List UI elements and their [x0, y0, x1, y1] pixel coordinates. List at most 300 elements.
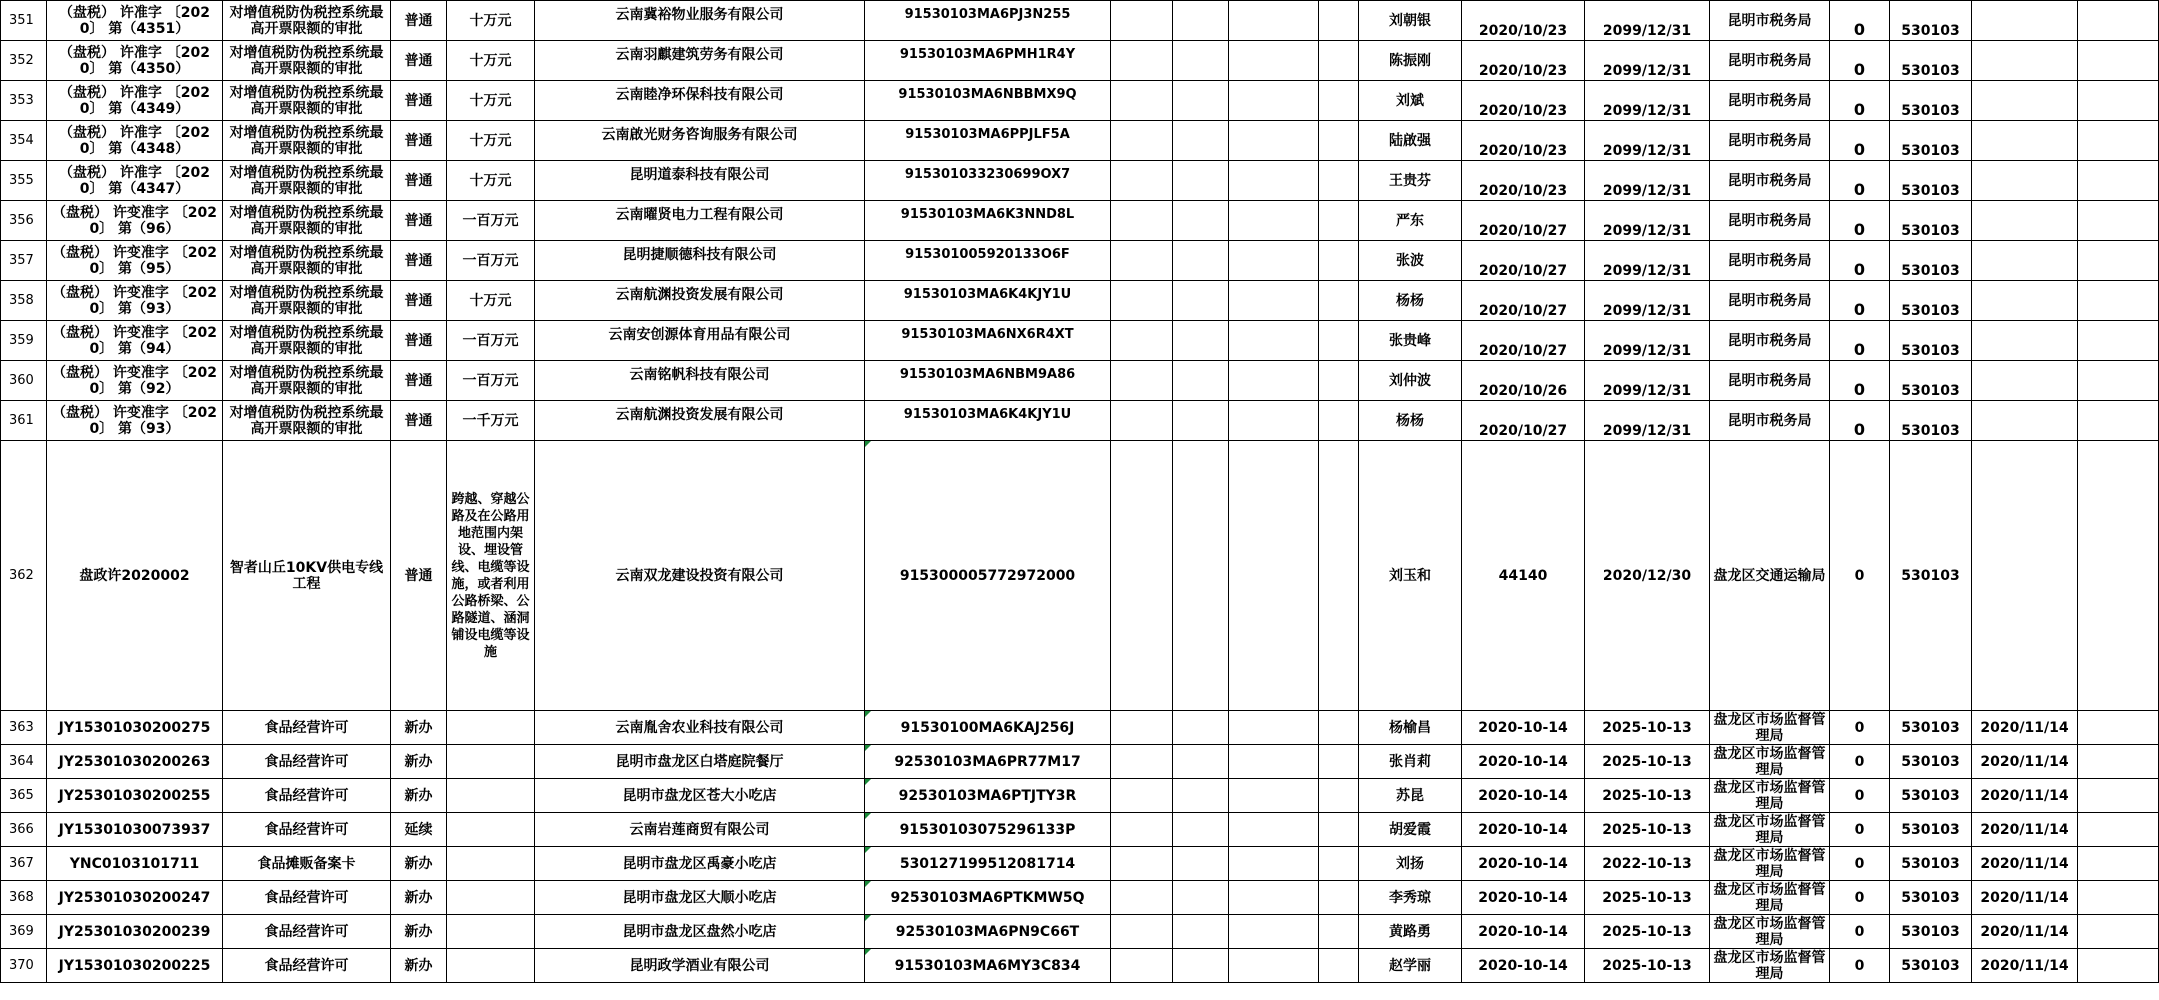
credit-code: 91530103MA6K4KJY1U: [865, 401, 1111, 441]
table-row: [1, 847, 2159, 881]
valid-from-date: 2020-10-14: [1462, 949, 1585, 983]
applicant-name: 云南航渊投资发展有限公司: [535, 281, 865, 321]
permit-document-number: （盘税） 许准字 〔2020〕 第（4351）: [47, 1, 223, 41]
publish-date: [1972, 81, 2078, 121]
permit-item-name: 对增值税防伪税控系统最高开票限额的审批: [223, 401, 391, 441]
table-row: [1, 441, 2159, 711]
legal-representative: 刘朝银: [1359, 1, 1462, 41]
applicant-name: 云南铭帆科技有限公司: [535, 361, 865, 401]
blank-cell: [1229, 779, 1319, 813]
applicant-name: 昆明市盘龙区禹豪小吃店: [535, 847, 865, 881]
table-row: [1, 779, 2159, 813]
row-index: 367: [1, 847, 47, 881]
permit-content: 十万元: [447, 161, 535, 201]
approval-category: 新办: [391, 847, 447, 881]
table-row: [1, 361, 2159, 401]
row-index: 366: [1, 813, 47, 847]
issuing-authority: 盘龙区市场监督管理局: [1710, 881, 1830, 915]
blank-cell: [1229, 847, 1319, 881]
permit-content: 一百万元: [447, 241, 535, 281]
publish-date: 2020/11/14: [1972, 711, 2078, 745]
area-code: 530103: [1890, 241, 1972, 281]
applicant-name: 云南岩莲商贸有限公司: [535, 813, 865, 847]
blank-cell: [1111, 711, 1173, 745]
table-body: [1, 1, 2159, 983]
credit-code: 92530103MA6PTJTY3R: [865, 779, 1111, 813]
permit-item-name: 食品经营许可: [223, 779, 391, 813]
credit-code: 530127199512081714: [865, 847, 1111, 881]
blank-cell: [1319, 441, 1359, 711]
approval-category: 新办: [391, 881, 447, 915]
credit-code: 91530100MA6KAJ256J: [865, 711, 1111, 745]
area-code: 530103: [1890, 1, 1972, 41]
blank-cell: [1111, 161, 1173, 201]
permit-content: [447, 847, 535, 881]
permit-document-number: JY25301030200239: [47, 915, 223, 949]
count-value: 0: [1830, 441, 1890, 711]
permit-content: 一百万元: [447, 321, 535, 361]
permit-item-name: 食品经营许可: [223, 881, 391, 915]
blank-cell: [1173, 361, 1229, 401]
publish-date: [1972, 201, 2078, 241]
area-code: 530103: [1890, 201, 1972, 241]
credit-code: 92530103MA6PN9C66T: [865, 915, 1111, 949]
blank-cell: [1173, 881, 1229, 915]
permit-content: [447, 813, 535, 847]
blank-cell: [1319, 81, 1359, 121]
blank-cell: [2078, 161, 2159, 201]
publish-date: [1972, 401, 2078, 441]
applicant-name: 云南双龙建设投资有限公司: [535, 441, 865, 711]
legal-representative: 刘扬: [1359, 847, 1462, 881]
permit-item-name: 食品摊贩备案卡: [223, 847, 391, 881]
approval-category: 普通: [391, 321, 447, 361]
blank-cell: [1229, 881, 1319, 915]
blank-cell: [2078, 847, 2159, 881]
area-code: 530103: [1890, 121, 1972, 161]
blank-cell: [1173, 779, 1229, 813]
approval-category: 普通: [391, 441, 447, 711]
area-code: 530103: [1890, 161, 1972, 201]
permit-document-number: JY15301030200275: [47, 711, 223, 745]
row-index: 369: [1, 915, 47, 949]
applicant-name: 云南啟光财务咨询服务有限公司: [535, 121, 865, 161]
blank-cell: [1229, 281, 1319, 321]
blank-cell: [1229, 361, 1319, 401]
blank-cell: [1111, 1, 1173, 41]
blank-cell: [1319, 121, 1359, 161]
valid-from-date: 2020/10/23: [1462, 161, 1585, 201]
approval-category: 新办: [391, 711, 447, 745]
blank-cell: [1173, 201, 1229, 241]
blank-cell: [1229, 401, 1319, 441]
issuing-authority: 昆明市税务局: [1710, 281, 1830, 321]
issuing-authority: 盘龙区市场监督管理局: [1710, 949, 1830, 983]
approval-category: 新办: [391, 779, 447, 813]
credit-code: 91530103MA6PPJLF5A: [865, 121, 1111, 161]
valid-to-date: 2025-10-13: [1585, 949, 1710, 983]
blank-cell: [1229, 321, 1319, 361]
applicant-name: 云南安创源体育用品有限公司: [535, 321, 865, 361]
blank-cell: [1173, 321, 1229, 361]
blank-cell: [2078, 321, 2159, 361]
area-code: 530103: [1890, 81, 1972, 121]
table-row: [1, 81, 2159, 121]
blank-cell: [1111, 81, 1173, 121]
legal-representative: 刘仲波: [1359, 361, 1462, 401]
approval-category: 普通: [391, 121, 447, 161]
issuing-authority: 昆明市税务局: [1710, 1, 1830, 41]
table-row: [1, 949, 2159, 983]
blank-cell: [1173, 401, 1229, 441]
permit-content: 一百万元: [447, 201, 535, 241]
issuing-authority: 昆明市税务局: [1710, 241, 1830, 281]
row-index: 354: [1, 121, 47, 161]
issuing-authority: 昆明市税务局: [1710, 401, 1830, 441]
blank-cell: [1111, 847, 1173, 881]
blank-cell: [1319, 711, 1359, 745]
publish-date: 2020/11/14: [1972, 779, 2078, 813]
blank-cell: [1111, 201, 1173, 241]
credit-code: 91530103MA6NBM9A86: [865, 361, 1111, 401]
valid-to-date: 2020/12/30: [1585, 441, 1710, 711]
permit-item-name: 对增值税防伪税控系统最高开票限额的审批: [223, 81, 391, 121]
row-index: 352: [1, 41, 47, 81]
row-index: 357: [1, 241, 47, 281]
blank-cell: [2078, 779, 2159, 813]
blank-cell: [1229, 915, 1319, 949]
permit-item-name: 对增值税防伪税控系统最高开票限额的审批: [223, 201, 391, 241]
permit-content: [447, 779, 535, 813]
blank-cell: [1229, 201, 1319, 241]
row-index: 356: [1, 201, 47, 241]
permit-item-name: 对增值税防伪税控系统最高开票限额的审批: [223, 241, 391, 281]
valid-from-date: 2020-10-14: [1462, 915, 1585, 949]
valid-from-date: 2020/10/27: [1462, 281, 1585, 321]
permit-item-name: 对增值税防伪税控系统最高开票限额的审批: [223, 1, 391, 41]
blank-cell: [1111, 441, 1173, 711]
area-code: 530103: [1890, 745, 1972, 779]
applicant-name: 云南羽麒建筑劳务有限公司: [535, 41, 865, 81]
blank-cell: [1319, 401, 1359, 441]
permit-content: 十万元: [447, 1, 535, 41]
blank-cell: [1173, 241, 1229, 281]
permit-document-number: （盘税） 许变准字 〔2020〕 第（95）: [47, 241, 223, 281]
area-code: 530103: [1890, 281, 1972, 321]
credit-code: 91530103MA6PJ3N255: [865, 1, 1111, 41]
area-code: 530103: [1890, 915, 1972, 949]
count-value: 0: [1830, 949, 1890, 983]
publish-date: [1972, 1, 2078, 41]
table-row: [1, 881, 2159, 915]
count-value: 0: [1830, 321, 1890, 361]
blank-cell: [1229, 1, 1319, 41]
legal-representative: 张波: [1359, 241, 1462, 281]
valid-to-date: 2025-10-13: [1585, 711, 1710, 745]
table-row: [1, 813, 2159, 847]
legal-representative: 黄路勇: [1359, 915, 1462, 949]
row-index: 359: [1, 321, 47, 361]
credit-code: 91530103MA6K3NND8L: [865, 201, 1111, 241]
valid-to-date: 2025-10-13: [1585, 813, 1710, 847]
permit-document-number: （盘税） 许准字 〔2020〕 第（4349）: [47, 81, 223, 121]
issuing-authority: 盘龙区市场监督管理局: [1710, 711, 1830, 745]
blank-cell: [2078, 281, 2159, 321]
valid-from-date: 2020/10/26: [1462, 361, 1585, 401]
approval-category: 普通: [391, 41, 447, 81]
issuing-authority: 盘龙区市场监督管理局: [1710, 847, 1830, 881]
area-code: 530103: [1890, 949, 1972, 983]
blank-cell: [1319, 779, 1359, 813]
blank-cell: [1229, 745, 1319, 779]
legal-representative: 胡爱霞: [1359, 813, 1462, 847]
blank-cell: [1173, 847, 1229, 881]
blank-cell: [2078, 915, 2159, 949]
blank-cell: [1319, 1, 1359, 41]
blank-cell: [1111, 41, 1173, 81]
valid-to-date: 2099/12/31: [1585, 161, 1710, 201]
count-value: 0: [1830, 915, 1890, 949]
blank-cell: [1319, 161, 1359, 201]
legal-representative: 苏昆: [1359, 779, 1462, 813]
row-index: 358: [1, 281, 47, 321]
blank-cell: [1111, 361, 1173, 401]
blank-cell: [1173, 1, 1229, 41]
valid-to-date: 2099/12/31: [1585, 121, 1710, 161]
permit-item-name: 对增值税防伪税控系统最高开票限额的审批: [223, 361, 391, 401]
blank-cell: [2078, 711, 2159, 745]
permit-item-name: 食品经营许可: [223, 915, 391, 949]
credit-code: 91530103MA6MY3C834: [865, 949, 1111, 983]
valid-to-date: 2099/12/31: [1585, 81, 1710, 121]
area-code: 530103: [1890, 813, 1972, 847]
blank-cell: [1111, 241, 1173, 281]
blank-cell: [1319, 201, 1359, 241]
valid-to-date: 2099/12/31: [1585, 1, 1710, 41]
blank-cell: [1111, 881, 1173, 915]
valid-to-date: 2099/12/31: [1585, 401, 1710, 441]
legal-representative: 陆啟强: [1359, 121, 1462, 161]
permit-document-number: JY25301030200247: [47, 881, 223, 915]
applicant-name: 昆明市盘龙区苍大小吃店: [535, 779, 865, 813]
blank-cell: [1229, 121, 1319, 161]
credit-code: 915300005772972000: [865, 441, 1111, 711]
permit-item-name: 对增值税防伪税控系统最高开票限额的审批: [223, 281, 391, 321]
valid-from-date: 2020/10/27: [1462, 241, 1585, 281]
table-row: [1, 711, 2159, 745]
valid-from-date: 2020/10/23: [1462, 1, 1585, 41]
count-value: 0: [1830, 161, 1890, 201]
blank-cell: [1173, 813, 1229, 847]
credit-code: 915301033230699OX7: [865, 161, 1111, 201]
table-row: [1, 281, 2159, 321]
blank-cell: [2078, 41, 2159, 81]
publish-date: 2020/11/14: [1972, 915, 2078, 949]
table-row: [1, 41, 2159, 81]
publish-date: [1972, 41, 2078, 81]
approval-category: 普通: [391, 241, 447, 281]
valid-from-date: 2020-10-14: [1462, 881, 1585, 915]
permit-item-name: 食品经营许可: [223, 949, 391, 983]
blank-cell: [2078, 949, 2159, 983]
credit-code: 915301005920133O6F: [865, 241, 1111, 281]
permit-item-name: 智者山丘10KV供电专线工程: [223, 441, 391, 711]
legal-representative: 严东: [1359, 201, 1462, 241]
publish-date: [1972, 161, 2078, 201]
blank-cell: [2078, 201, 2159, 241]
blank-cell: [1173, 441, 1229, 711]
permit-content: [447, 745, 535, 779]
blank-cell: [1173, 121, 1229, 161]
blank-cell: [1319, 881, 1359, 915]
publish-date: [1972, 121, 2078, 161]
valid-to-date: 2025-10-13: [1585, 915, 1710, 949]
valid-from-date: 2020/10/23: [1462, 41, 1585, 81]
count-value: 0: [1830, 361, 1890, 401]
legal-representative: 李秀琼: [1359, 881, 1462, 915]
table-row: [1, 1, 2159, 41]
applicant-name: 昆明政学酒业有限公司: [535, 949, 865, 983]
permit-item-name: 对增值税防伪税控系统最高开票限额的审批: [223, 121, 391, 161]
blank-cell: [1111, 401, 1173, 441]
permit-document-number: （盘税） 许变准字 〔2020〕 第（94）: [47, 321, 223, 361]
permit-document-number: （盘税） 许变准字 〔2020〕 第（92）: [47, 361, 223, 401]
issuing-authority: 盘龙区交通运输局: [1710, 441, 1830, 711]
count-value: 0: [1830, 121, 1890, 161]
legal-representative: 刘玉和: [1359, 441, 1462, 711]
row-index: 353: [1, 81, 47, 121]
valid-from-date: 2020-10-14: [1462, 745, 1585, 779]
permit-content: 十万元: [447, 41, 535, 81]
row-index: 355: [1, 161, 47, 201]
legal-representative: 王贵芬: [1359, 161, 1462, 201]
blank-cell: [1319, 915, 1359, 949]
count-value: 0: [1830, 281, 1890, 321]
approval-category: 普通: [391, 161, 447, 201]
valid-to-date: 2022-10-13: [1585, 847, 1710, 881]
blank-cell: [2078, 81, 2159, 121]
valid-to-date: 2099/12/31: [1585, 41, 1710, 81]
publish-date: [1972, 281, 2078, 321]
permit-document-number: （盘税） 许准字 〔2020〕 第（4350）: [47, 41, 223, 81]
permit-content: 一百万元: [447, 361, 535, 401]
area-code: 530103: [1890, 401, 1972, 441]
blank-cell: [2078, 1, 2159, 41]
permit-document-number: （盘税） 许变准字 〔2020〕 第（93）: [47, 281, 223, 321]
area-code: 530103: [1890, 41, 1972, 81]
issuing-authority: 盘龙区市场监督管理局: [1710, 745, 1830, 779]
publish-date: 2020/11/14: [1972, 813, 2078, 847]
issuing-authority: 盘龙区市场监督管理局: [1710, 779, 1830, 813]
permit-item-name: 食品经营许可: [223, 711, 391, 745]
issuing-authority: 盘龙区市场监督管理局: [1710, 813, 1830, 847]
blank-cell: [1173, 711, 1229, 745]
issuing-authority: 昆明市税务局: [1710, 321, 1830, 361]
count-value: 0: [1830, 745, 1890, 779]
table-row: [1, 401, 2159, 441]
count-value: 0: [1830, 401, 1890, 441]
blank-cell: [1111, 281, 1173, 321]
credit-code: 91530103MA6PMH1R4Y: [865, 41, 1111, 81]
issuing-authority: 昆明市税务局: [1710, 121, 1830, 161]
valid-to-date: 2025-10-13: [1585, 779, 1710, 813]
publish-date: [1972, 321, 2078, 361]
approval-category: 普通: [391, 81, 447, 121]
approval-category: 普通: [391, 1, 447, 41]
blank-cell: [1229, 949, 1319, 983]
blank-cell: [1111, 949, 1173, 983]
blank-cell: [1319, 41, 1359, 81]
row-index: 368: [1, 881, 47, 915]
count-value: 0: [1830, 241, 1890, 281]
blank-cell: [1173, 81, 1229, 121]
area-code: 530103: [1890, 779, 1972, 813]
row-index: 360: [1, 361, 47, 401]
blank-cell: [1229, 241, 1319, 281]
blank-cell: [1173, 949, 1229, 983]
permit-document-number: （盘税） 许变准字 〔2020〕 第（93）: [47, 401, 223, 441]
table-row: [1, 915, 2159, 949]
approval-category: 普通: [391, 361, 447, 401]
row-index: 362: [1, 441, 47, 711]
applicant-name: 云南睦净环保科技有限公司: [535, 81, 865, 121]
count-value: 0: [1830, 41, 1890, 81]
row-index: 365: [1, 779, 47, 813]
permit-document-number: JY25301030200255: [47, 779, 223, 813]
issuing-authority: 昆明市税务局: [1710, 81, 1830, 121]
approval-category: 延续: [391, 813, 447, 847]
issuing-authority: 昆明市税务局: [1710, 161, 1830, 201]
permit-item-name: 食品经营许可: [223, 745, 391, 779]
legal-representative: 张肖莉: [1359, 745, 1462, 779]
credit-code: 92530103MA6PTKMW5Q: [865, 881, 1111, 915]
row-index: 351: [1, 1, 47, 41]
applicant-name: 云南航渊投资发展有限公司: [535, 401, 865, 441]
blank-cell: [2078, 361, 2159, 401]
issuing-authority: 盘龙区市场监督管理局: [1710, 915, 1830, 949]
legal-representative: 杨杨: [1359, 401, 1462, 441]
approval-category: 新办: [391, 915, 447, 949]
blank-cell: [1319, 361, 1359, 401]
applicant-name: 昆明市盘龙区盘然小吃店: [535, 915, 865, 949]
permit-content: 十万元: [447, 81, 535, 121]
publish-date: [1972, 441, 2078, 711]
blank-cell: [1319, 241, 1359, 281]
permit-document-number: JY15301030073937: [47, 813, 223, 847]
valid-to-date: 2099/12/31: [1585, 241, 1710, 281]
valid-from-date: 44140: [1462, 441, 1585, 711]
blank-cell: [2078, 745, 2159, 779]
blank-cell: [1173, 915, 1229, 949]
permit-content: [447, 949, 535, 983]
table-row: [1, 321, 2159, 361]
valid-from-date: 2020/10/27: [1462, 201, 1585, 241]
blank-cell: [1319, 281, 1359, 321]
valid-to-date: 2025-10-13: [1585, 881, 1710, 915]
valid-from-date: 2020-10-14: [1462, 711, 1585, 745]
permit-document-number: JY25301030200263: [47, 745, 223, 779]
table-row: [1, 241, 2159, 281]
permit-document-number: （盘税） 许准字 〔2020〕 第（4347）: [47, 161, 223, 201]
blank-cell: [1111, 121, 1173, 161]
permit-content: 十万元: [447, 121, 535, 161]
approval-category: 普通: [391, 281, 447, 321]
row-index: 361: [1, 401, 47, 441]
valid-from-date: 2020-10-14: [1462, 847, 1585, 881]
count-value: 0: [1830, 881, 1890, 915]
permit-item-name: 食品经营许可: [223, 813, 391, 847]
blank-cell: [1229, 41, 1319, 81]
